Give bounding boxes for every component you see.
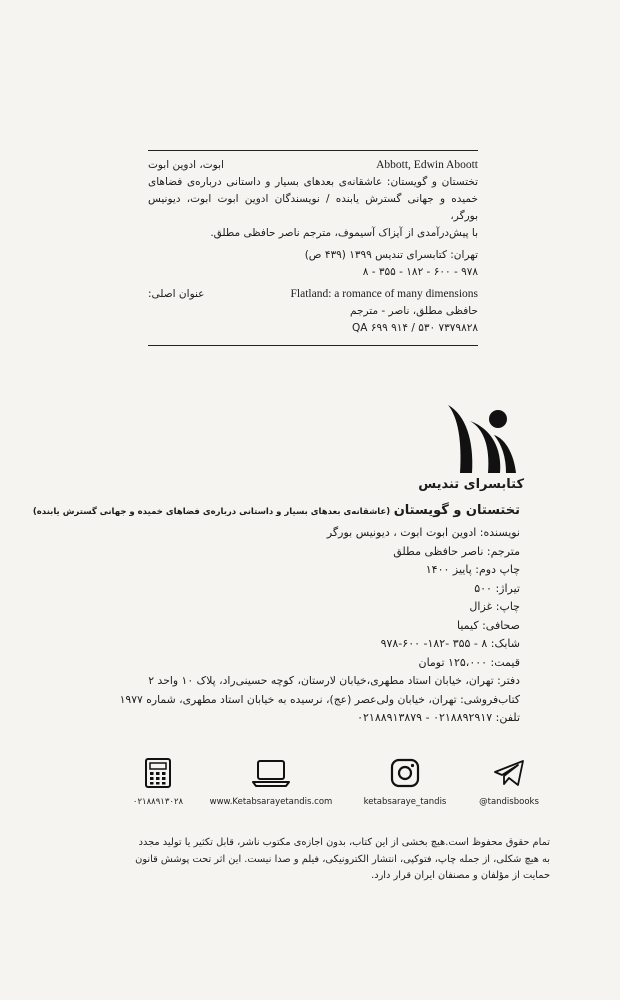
cip-author-en: Abbott, Edwin Aboott (376, 159, 478, 171)
contact-telegram-label: @tandisbooks (479, 797, 539, 807)
info-isbn: شابک: ۸ - ۳۵۵ -۱۸۲- ۶۰۰-۹۷۸ (380, 637, 520, 650)
contact-phone-label: ۰۲۱۸۸۹۱۳۰۲۸ (132, 797, 184, 807)
telegram-icon (493, 758, 525, 788)
cataloguing-record (148, 150, 478, 346)
cip-title-statement: تختستان و گویستان: عاشقانه‌ی بعدهای بسیار و داستانی درباره‌ی فضاهای خمیده و جهانی گسترش یابنده / نویسندگان ادوین ابوت ابوت، دیونیس بورگر، (148, 176, 478, 222)
cip-original-title-en: Flatland: a romance of many dimensions (290, 288, 478, 300)
info-translator: مترجم: ناصر حافظی مطلق (393, 544, 520, 558)
contact-telegram[interactable] (470, 755, 548, 815)
cip-author-fa: ابوت، ادوین ابوت (148, 159, 224, 171)
book-subtitle: (عاشقانه‌ی بعدهای بسیار و داستانی درباره‌ی فضاهای خمیده و جهانی گسترش یابنده) (32, 507, 391, 517)
copyright-line: به هیچ شکلی، از جمله چاپ، فتوکپی، انتشار الکترونیکی، فیلم و صدا نیست. این اثر تحت پوشش قانون (135, 853, 550, 865)
info-price: قیمت: ۱۲۵،۰۰۰ تومان (418, 655, 520, 669)
book-info (32, 503, 520, 728)
copyright-notice (118, 835, 550, 885)
book-title: تختستان و گویستان (393, 503, 520, 518)
cip-contributors: با پیش‌درآمدی از آیزاک آسیموف، مترجم ناصر حافظی مطلق. (210, 227, 478, 239)
info-office-address: دفتر: تهران، خیابان استاد مطهری،خیابان لارستان، کوچه حسینی‌راد، پلاک ۱۰ واحد ۲ (148, 674, 520, 687)
cip-isbn: ۹۷۸ - ۶۰۰ - ۱۸۲ - ۳۵۵ - ۸ (362, 266, 478, 278)
publisher-logo-icon (444, 395, 520, 475)
info-author: نویسنده: ادوین ابوت ابوت ، دیونیس بورگر (326, 526, 520, 539)
copyright-line: حمایت از مؤلفان و مصنفان ایران قرار دارد. (371, 870, 550, 881)
phone-icon (143, 757, 173, 789)
info-edition: چاپ دوم: پاییز ۱۴۰۰ (425, 563, 520, 576)
copyright-line: تمام حقوق محفوظ است.هیچ بخشی از این کتاب، بدون اجازه‌ی مکتوب ناشر، قابل تکثیر یا تولید مجدد (138, 837, 550, 848)
contact-instagram-label: ketabsaraye_tandis (363, 797, 447, 807)
book-title-line (32, 503, 520, 518)
contact-instagram[interactable] (350, 755, 460, 815)
contact-website-label: www.Ketabsarayetandis.com (209, 797, 333, 807)
info-phone: تلفن: ۰۲۱۸۸۹۲۹۱۷ - ۰۲۱۸۸۹۱۳۸۷۹ (357, 711, 520, 724)
cip-translator-entry: حافظی مطلق، ناصر - مترجم (350, 305, 478, 317)
instagram-icon (389, 757, 421, 789)
publisher-name: کتابسرای تندیس (418, 477, 524, 492)
info-bookstore-address: کتاب‌فروشی: تهران، خیابان ولی‌عصر (عج)، نرسیده به خیابان استاد مطهری، شماره ۱۹۷۷ (119, 692, 520, 706)
publisher-logo (418, 395, 524, 505)
info-printer: چاپ: غزال (469, 600, 520, 613)
info-binding: صحافی: کیمیا (456, 618, 520, 632)
cip-bottom-rule (148, 345, 478, 346)
contact-bar (118, 755, 548, 815)
cip-classification: ۷۳۷۹۸۲۸ ۵۳۰ / ۹۱۴ QA ۶۹۹ (352, 322, 478, 334)
cip-publication: تهران: کتابسرای تندیس ۱۳۹۹ (۴۳۹ ص) (304, 249, 478, 261)
cip-original-title-label: عنوان اصلی: (148, 288, 205, 300)
info-print-run: تیراژ: ۵۰۰ (474, 581, 520, 595)
contact-phone[interactable] (118, 755, 198, 815)
contact-website[interactable] (206, 755, 336, 815)
laptop-icon (251, 758, 291, 788)
